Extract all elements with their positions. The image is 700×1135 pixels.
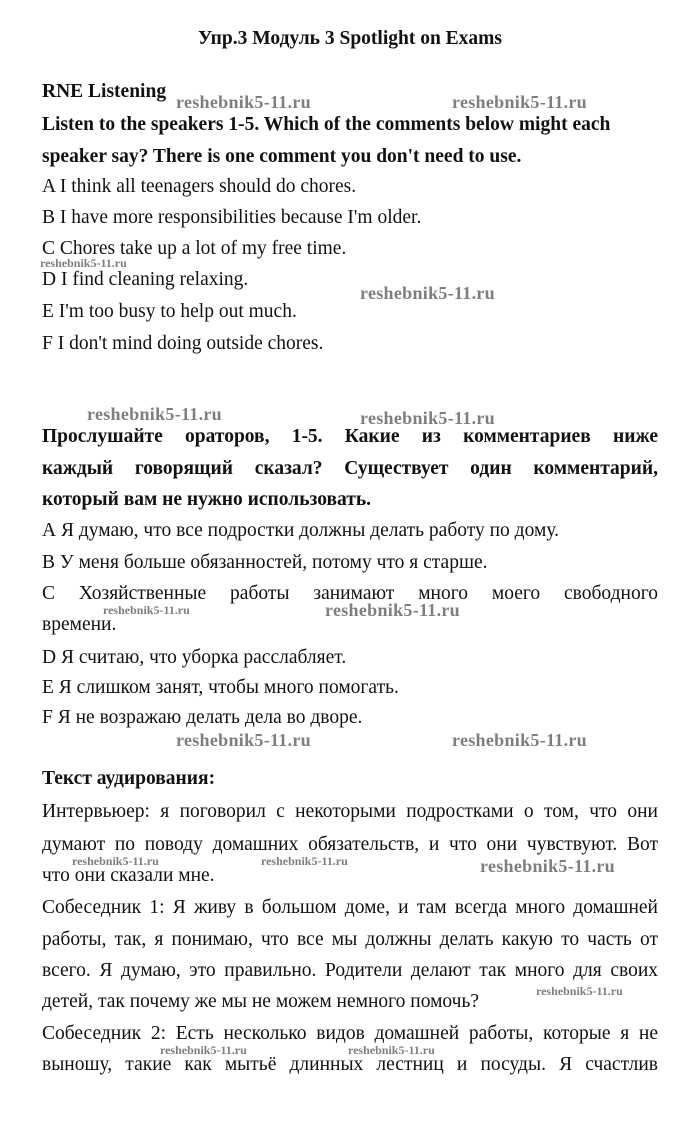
speaker1-line-3: всего. Я думаю, это правильно. Родители делают так много для своих xyxy=(42,960,658,981)
watermark: reshebnik5-11.ru xyxy=(452,730,587,750)
speaker1-line-1: Собеседник 1: Я живу в большом доме, и там всегда много домашней xyxy=(42,897,658,918)
option-ru-c-line-2: времени. xyxy=(42,614,117,635)
speaker1-line-4: детей, так почему же мы не можем немного помочь? xyxy=(42,991,480,1012)
option-en-c: C Chores take up a lot of my free time. xyxy=(42,238,347,259)
watermark: reshebnik5-11.ru xyxy=(176,730,311,750)
watermark: reshebnik5-11.ru xyxy=(103,603,190,617)
watermark: reshebnik5-11.ru xyxy=(348,1043,435,1057)
speaker1-line-2: работы, так, я понимаю, что все мы должны делать какую то часть от xyxy=(42,929,658,950)
interviewer-line-2: думают по поводу домашних обязательств, и что они чувствуют. Вот xyxy=(42,834,658,855)
option-en-e: E I'm too busy to help out much. xyxy=(42,301,297,322)
instruction-en-line-2: speaker say? There is one comment you don't need to use. xyxy=(42,146,522,167)
option-en-b: B I have more responsibilities because I'm older. xyxy=(42,207,422,228)
page-title: Упр.3 Модуль 3 Spotlight on Exams xyxy=(197,28,503,49)
instruction-ru-line-3: который вам не нужно использовать. xyxy=(42,489,372,510)
option-ru-f: F Я не возражаю делать дела во дворе. xyxy=(42,707,363,728)
watermark: reshebnik5-11.ru xyxy=(536,984,623,998)
watermark: reshebnik5-11.ru xyxy=(160,1043,247,1057)
option-ru-d: D Я считаю, что уборка расслабляет. xyxy=(42,647,347,668)
watermark: reshebnik5-11.ru xyxy=(325,600,460,620)
watermark: reshebnik5-11.ru xyxy=(360,283,495,303)
transcript-heading: Текст аудирования: xyxy=(42,768,216,789)
option-ru-c-line-1: С Хозяйственные работы занимают много моего свободного xyxy=(42,583,658,604)
watermark: reshebnik5-11.ru xyxy=(87,404,222,424)
interviewer-line-3: что они сказали мне. xyxy=(42,865,215,886)
section-label: RNE Listening xyxy=(42,81,167,102)
watermark: reshebnik5-11.ru xyxy=(480,856,615,876)
instruction-en-line-1: Listen to the speakers 1-5. Which of the comments below might each xyxy=(42,114,611,135)
instruction-ru-line-1: Прослушайте ораторов, 1-5. Какие из комментариев ниже xyxy=(42,426,658,447)
watermark: reshebnik5-11.ru xyxy=(72,854,159,868)
interviewer-line-1: Интервьюер: я поговорил с некоторыми подростками о том, что они xyxy=(42,801,658,822)
option-en-d: D I find cleaning relaxing. xyxy=(42,269,249,290)
watermark: reshebnik5-11.ru xyxy=(40,256,127,270)
instruction-ru-line-2: каждый говорящий сказал? Существует один комментарий, xyxy=(42,458,658,479)
option-en-a: A I think all teenagers should do chores. xyxy=(42,176,357,197)
option-ru-a: А Я думаю, что все подростки должны делать работу по дому. xyxy=(42,520,559,541)
speaker2-line-1: Собеседник 2: Есть несколько видов домашней работы, которые я не xyxy=(42,1023,658,1044)
option-ru-e: Е Я слишком занят, чтобы много помогать. xyxy=(42,677,399,698)
option-en-f: F I don't mind doing outside chores. xyxy=(42,333,324,354)
watermark: reshebnik5-11.ru xyxy=(261,854,348,868)
watermark: reshebnik5-11.ru xyxy=(176,92,311,112)
watermark: reshebnik5-11.ru xyxy=(452,92,587,112)
watermark: reshebnik5-11.ru xyxy=(360,408,495,428)
option-ru-b: В У меня больше обязанностей, потому что я старше. xyxy=(42,552,488,573)
speaker2-line-2: выношу, такие как мытьё длинных лестниц и посуды. Я счастлив xyxy=(42,1054,658,1075)
